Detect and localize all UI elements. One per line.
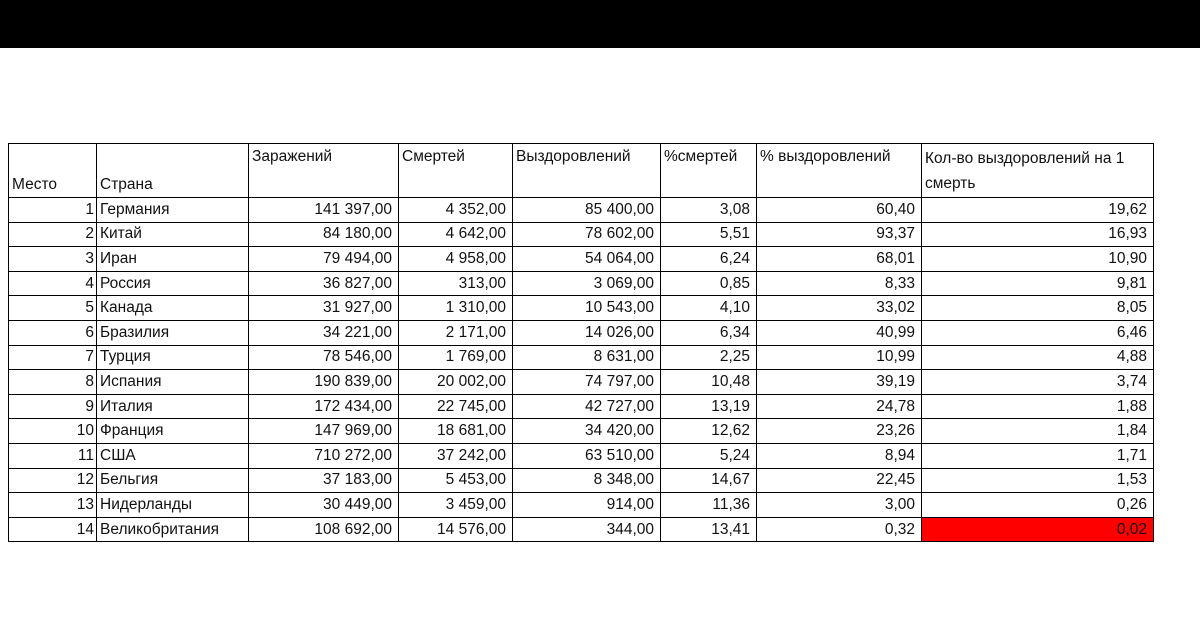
table-row <box>9 419 1154 444</box>
cell-deaths: 4 642,00 <box>399 222 513 247</box>
cell-death-pct: 6,34 <box>661 320 757 345</box>
cell-deaths: 1 769,00 <box>399 345 513 370</box>
header-recovered: Выздоровлений <box>513 144 661 198</box>
cell-infected: 34 221,00 <box>249 320 399 345</box>
cell-country: Великобритания <box>97 517 249 542</box>
cell-ratio: 0,26 <box>922 493 1154 518</box>
cell-death-pct: 13,19 <box>661 394 757 419</box>
cell-deaths: 2 171,00 <box>399 320 513 345</box>
cell-place: 1 <box>9 198 97 223</box>
cell-death-pct: 4,10 <box>661 296 757 321</box>
table-row <box>9 443 1154 468</box>
cell-death-pct: 0,85 <box>661 271 757 296</box>
cell-infected: 31 927,00 <box>249 296 399 321</box>
cell-ratio: 16,93 <box>922 222 1154 247</box>
cell-deaths: 313,00 <box>399 271 513 296</box>
header-country: Страна <box>97 144 249 198</box>
top-black-bar <box>0 0 1200 48</box>
cell-ratio: 1,53 <box>922 468 1154 493</box>
cell-place: 9 <box>9 394 97 419</box>
cell-death-pct: 2,25 <box>661 345 757 370</box>
cell-ratio: 3,74 <box>922 370 1154 395</box>
table-row <box>9 345 1154 370</box>
header-row <box>9 144 1154 198</box>
cell-recovered: 54 064,00 <box>513 247 661 272</box>
cell-ratio: 1,88 <box>922 394 1154 419</box>
cell-country: Германия <box>97 198 249 223</box>
table-row <box>9 394 1154 419</box>
header-recovery-pct: % выздоровлений <box>757 144 922 198</box>
cell-recovered: 3 069,00 <box>513 271 661 296</box>
table-row <box>9 320 1154 345</box>
cell-ratio: 10,90 <box>922 247 1154 272</box>
table-row <box>9 222 1154 247</box>
cell-country: Нидерланды <box>97 493 249 518</box>
cell-recovery-pct: 24,78 <box>757 394 922 419</box>
cell-recovery-pct: 8,94 <box>757 443 922 468</box>
cell-ratio: 1,71 <box>922 443 1154 468</box>
cell-recovery-pct: 22,45 <box>757 468 922 493</box>
cell-death-pct: 12,62 <box>661 419 757 444</box>
cell-infected: 710 272,00 <box>249 443 399 468</box>
cell-recovery-pct: 40,99 <box>757 320 922 345</box>
cell-place: 6 <box>9 320 97 345</box>
table-row <box>9 296 1154 321</box>
cell-deaths: 4 352,00 <box>399 198 513 223</box>
cell-country: Бельгия <box>97 468 249 493</box>
cell-ratio: 6,46 <box>922 320 1154 345</box>
header-place: Место <box>9 144 97 198</box>
cell-recovered: 42 727,00 <box>513 394 661 419</box>
cell-place: 12 <box>9 468 97 493</box>
header-infected: Заражений <box>249 144 399 198</box>
cell-place: 8 <box>9 370 97 395</box>
cell-deaths: 3 459,00 <box>399 493 513 518</box>
cell-infected: 147 969,00 <box>249 419 399 444</box>
cell-country: Россия <box>97 271 249 296</box>
cell-country: США <box>97 443 249 468</box>
cell-infected: 37 183,00 <box>249 468 399 493</box>
table-row <box>9 247 1154 272</box>
cell-place: 3 <box>9 247 97 272</box>
cell-death-pct: 14,67 <box>661 468 757 493</box>
cell-ratio: 9,81 <box>922 271 1154 296</box>
cell-deaths: 1 310,00 <box>399 296 513 321</box>
cell-recovery-pct: 33,02 <box>757 296 922 321</box>
header-deaths: Смертей <box>399 144 513 198</box>
cell-death-pct: 11,36 <box>661 493 757 518</box>
table-row <box>9 468 1154 493</box>
cell-recovered: 344,00 <box>513 517 661 542</box>
table-row <box>9 517 1154 542</box>
table-row <box>9 493 1154 518</box>
cell-country: Иран <box>97 247 249 272</box>
cell-recovered: 63 510,00 <box>513 443 661 468</box>
table-row <box>9 370 1154 395</box>
cell-infected: 36 827,00 <box>249 271 399 296</box>
cell-ratio: 4,88 <box>922 345 1154 370</box>
cell-death-pct: 13,41 <box>661 517 757 542</box>
cell-recovered: 10 543,00 <box>513 296 661 321</box>
header-death-pct: %смертей <box>661 144 757 198</box>
cell-recovery-pct: 3,00 <box>757 493 922 518</box>
cell-recovery-pct: 39,19 <box>757 370 922 395</box>
cell-infected: 190 839,00 <box>249 370 399 395</box>
cell-death-pct: 10,48 <box>661 370 757 395</box>
cell-ratio: 19,62 <box>922 198 1154 223</box>
cell-place: 7 <box>9 345 97 370</box>
cell-death-pct: 5,51 <box>661 222 757 247</box>
cell-recovered: 8 631,00 <box>513 345 661 370</box>
cell-recovery-pct: 23,26 <box>757 419 922 444</box>
cell-country: Бразилия <box>97 320 249 345</box>
cell-recovered: 914,00 <box>513 493 661 518</box>
cell-deaths: 14 576,00 <box>399 517 513 542</box>
cell-deaths: 18 681,00 <box>399 419 513 444</box>
cell-deaths: 20 002,00 <box>399 370 513 395</box>
cell-death-pct: 3,08 <box>661 198 757 223</box>
cell-infected: 108 692,00 <box>249 517 399 542</box>
cell-place: 11 <box>9 443 97 468</box>
cell-ratio: 1,84 <box>922 419 1154 444</box>
cell-infected: 84 180,00 <box>249 222 399 247</box>
table-body <box>9 198 1154 542</box>
cell-country: Испания <box>97 370 249 395</box>
cell-place: 14 <box>9 517 97 542</box>
cell-ratio: 8,05 <box>922 296 1154 321</box>
cell-infected: 172 434,00 <box>249 394 399 419</box>
cell-recovered: 74 797,00 <box>513 370 661 395</box>
cell-country: Италия <box>97 394 249 419</box>
cell-country: Франция <box>97 419 249 444</box>
cell-deaths: 22 745,00 <box>399 394 513 419</box>
cell-place: 13 <box>9 493 97 518</box>
cell-infected: 78 546,00 <box>249 345 399 370</box>
table-row <box>9 198 1154 223</box>
cell-recovery-pct: 60,40 <box>757 198 922 223</box>
table-row <box>9 271 1154 296</box>
cell-recovery-pct: 10,99 <box>757 345 922 370</box>
cell-country: Канада <box>97 296 249 321</box>
cell-infected: 79 494,00 <box>249 247 399 272</box>
covid-stats-table <box>8 143 1154 542</box>
cell-country: Турция <box>97 345 249 370</box>
cell-recovered: 85 400,00 <box>513 198 661 223</box>
cell-recovery-pct: 0,32 <box>757 517 922 542</box>
cell-recovery-pct: 93,37 <box>757 222 922 247</box>
cell-ratio-highlighted: 0,02 <box>922 517 1154 542</box>
cell-recovered: 34 420,00 <box>513 419 661 444</box>
header-ratio: Кол-во выздоровлений на 1 смерть <box>922 144 1154 198</box>
cell-death-pct: 6,24 <box>661 247 757 272</box>
cell-country: Китай <box>97 222 249 247</box>
cell-recovered: 78 602,00 <box>513 222 661 247</box>
cell-place: 4 <box>9 271 97 296</box>
cell-recovery-pct: 68,01 <box>757 247 922 272</box>
cell-place: 2 <box>9 222 97 247</box>
cell-recovered: 8 348,00 <box>513 468 661 493</box>
cell-deaths: 4 958,00 <box>399 247 513 272</box>
cell-death-pct: 5,24 <box>661 443 757 468</box>
cell-deaths: 5 453,00 <box>399 468 513 493</box>
cell-place: 5 <box>9 296 97 321</box>
cell-infected: 30 449,00 <box>249 493 399 518</box>
cell-infected: 141 397,00 <box>249 198 399 223</box>
cell-deaths: 37 242,00 <box>399 443 513 468</box>
cell-recovered: 14 026,00 <box>513 320 661 345</box>
cell-recovery-pct: 8,33 <box>757 271 922 296</box>
cell-place: 10 <box>9 419 97 444</box>
